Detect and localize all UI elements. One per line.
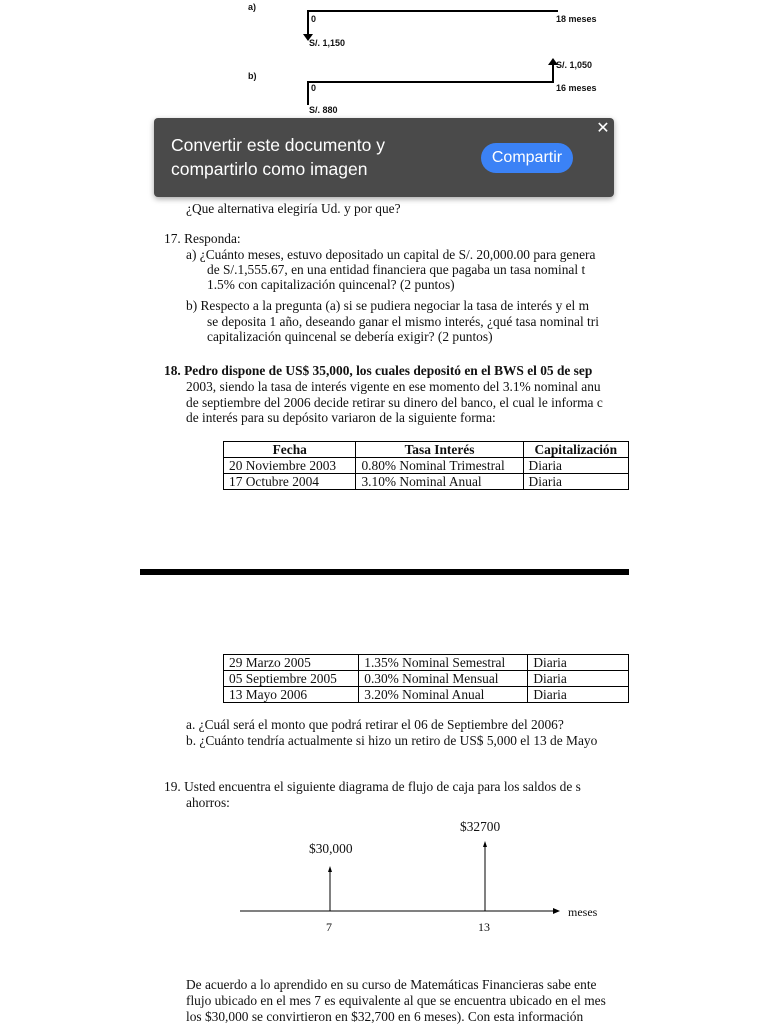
figure-b-amount-out: S/. 880	[309, 105, 338, 115]
q17-heading: 17. Responda:	[164, 231, 241, 246]
table-row	[224, 671, 629, 687]
q17-a-line3: 1.5% con capitalización quincenal? (2 puntos)	[207, 277, 455, 292]
q19-para-line3: los $30,000 se convirtieron en $32,700 en 6 meses). Con esta información	[186, 1009, 584, 1024]
rates-table-part1	[223, 441, 629, 490]
figure-b-start: 0	[311, 83, 317, 93]
cell-capitalizacion: Diaria	[528, 655, 629, 671]
figure-b-down-arrow	[307, 81, 309, 105]
q19-line1: 19. Usted encuentra el siguiente diagrama de flujo de caja para los saldos de s	[164, 779, 581, 794]
figure-a-arrow	[307, 10, 309, 37]
cell-tasa: 1.35% Nominal Semestral	[359, 655, 528, 671]
cell-tasa: 0.30% Nominal Mensual	[359, 671, 528, 687]
cell-tasa: 3.10% Nominal Anual	[356, 474, 523, 490]
figure-a-amount: S/. 1,150	[309, 38, 346, 48]
cashflow-value-13: $32700	[460, 819, 501, 834]
cell-tasa: 0.80% Nominal Trimestral	[356, 458, 523, 474]
page-divider	[140, 569, 629, 575]
cell-capitalizacion: Diaria	[528, 687, 629, 703]
figure-a-label: a)	[248, 2, 257, 12]
cell-capitalizacion: Diaria	[523, 474, 628, 490]
q18-b: b. ¿Cuánto tendría actualmente si hizo un retiro de US$ 5,000 el 13 de Mayo	[186, 733, 598, 748]
header-capitalizacion: Capitalización	[523, 442, 628, 458]
axis-label: meses	[568, 905, 598, 919]
q18-a: a. ¿Cuál será el monto que podrá retirar el 06 de Septiembre del 2006?	[186, 717, 564, 732]
share-toast	[154, 118, 614, 197]
table-header-row	[224, 442, 629, 458]
cell-fecha: 20 Noviembre 2003	[224, 458, 356, 474]
header-fecha: Fecha	[224, 442, 356, 458]
table-row	[224, 687, 629, 703]
q17-b-line2: se deposita 1 año, deseando ganar el mismo interés, ¿qué tasa nominal tri	[207, 314, 599, 329]
figure-b-label: b)	[248, 71, 257, 81]
toast-line1: Convertir este documento y	[171, 135, 385, 155]
rates-table-part2	[223, 654, 629, 703]
share-button[interactable]: Compartir	[481, 143, 573, 173]
cell-fecha: 13 Mayo 2006	[224, 687, 359, 703]
cell-capitalizacion: Diaria	[523, 458, 628, 474]
toast-message	[171, 133, 385, 181]
figure-b-end: 16 meses	[556, 83, 597, 93]
q19-para-line2: flujo ubicado en el mes 7 es equivalente al que se encuentra ubicado en el mes	[186, 993, 606, 1008]
table-row	[224, 655, 629, 671]
q19-line2: ahorros:	[186, 795, 230, 810]
figure-a-end: 18 meses	[556, 14, 597, 24]
cell-capitalizacion: Diaria	[528, 671, 629, 687]
q18-line3: de septiembre del 2006 decide retirar su dinero del banco, el cual le informa c	[186, 395, 603, 410]
q18-line1: 18. Pedro dispone de US$ 35,000, los cuales depositó en el BWS el 05 de sep	[164, 363, 593, 378]
cell-tasa: 3.20% Nominal Anual	[359, 687, 528, 703]
q17-a-line2: de S/.1,555.67, en una entidad financiera que pagaba un tasa nominal t	[207, 262, 586, 277]
q17-a-line1: a) ¿Cuánto meses, estuvo depositado un capital de S/. 20,000.00 para genera	[186, 247, 596, 262]
q18-line2: 2003, siendo la tasa de interés vigente en ese momento del 3.1% nominal anu	[186, 379, 601, 394]
figure-b-amount-in: S/. 1,050	[556, 60, 593, 70]
figure-b-up-arrow	[552, 62, 554, 83]
close-icon[interactable]: ✕	[596, 120, 610, 137]
figure-a-start: 0	[311, 14, 317, 24]
cashflow-diagram	[235, 840, 565, 920]
table-row	[224, 474, 629, 490]
table-row	[224, 458, 629, 474]
cell-fecha: 17 Octubre 2004	[224, 474, 356, 490]
q17-b-line1: b) Respecto a la pregunta (a) si se pudiera negociar la tasa de interés y el m	[186, 298, 590, 313]
tick-7: 7	[326, 920, 332, 934]
toast-line2: compartirlo como imagen	[171, 159, 368, 179]
cell-fecha: 05 Septiembre 2005	[224, 671, 359, 687]
header-tasa: Tasa Interés	[356, 442, 523, 458]
cashflow-value-7: $30,000	[309, 841, 353, 856]
q18-line4: de interés para su depósito variaron de la siguiente forma:	[186, 410, 496, 425]
cell-fecha: 29 Marzo 2005	[224, 655, 359, 671]
figure-a-timeline	[307, 10, 558, 12]
figure-b-timeline	[307, 81, 554, 83]
q17-b-line3: capitalización quincenal se debería exigir? (2 puntos)	[207, 329, 493, 344]
tick-13: 13	[478, 920, 490, 934]
q16-question: ¿Que alternativa elegiría Ud. y por que?	[186, 201, 401, 216]
q19-para-line1: De acuerdo a lo aprendido en su curso de Matemáticas Financieras sabe ente	[186, 977, 597, 992]
